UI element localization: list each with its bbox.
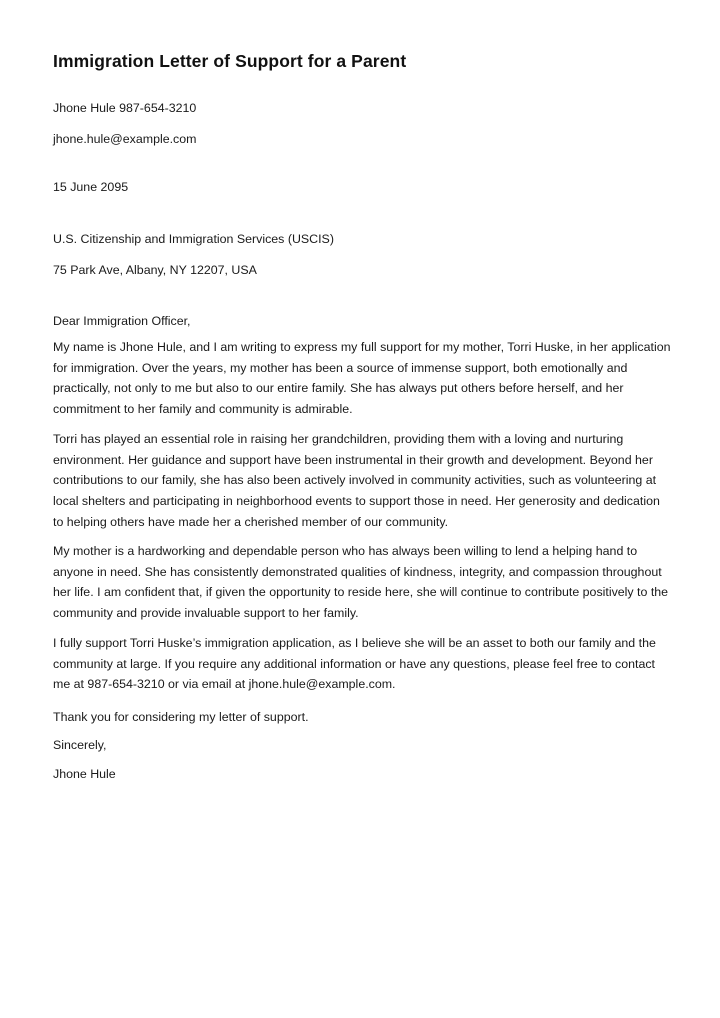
body-paragraph-2: Torri has played an essential role in raising her grandchildren, providing them with a loving and nurturing environment. Her guidance and support have been instrumental in their growth and development. Beyond her contributions to our family, she has also been actively involved in community activities, such as volunteering at local shelters and participating in neighborhood events to support those in need. Her generosity and dedication to helping others have made her a cherished member of our community.: [53, 432, 660, 529]
thank-you-line: Thank you for considering my letter of support.: [53, 710, 309, 724]
body-paragraph-1: My name is Jhone Hule, and I am writing to express my full support for my mother, Torri Huske, in her application for immigration. Over the years, my mother has been a source of immense support, both emotionally and practically, not only to me but also to our entire family. She has always put others before herself, and her commitment to her family and community is admirable.: [53, 340, 671, 417]
letter-date: 15 June 2095: [53, 180, 129, 194]
signature-name: Jhone Hule: [53, 767, 116, 781]
salutation: Dear Immigration Officer,: [53, 314, 191, 328]
recipient-address: 75 Park Ave, Albany, NY 12207, USA: [53, 263, 257, 277]
sender-email: jhone.hule@example.com: [53, 132, 197, 146]
body-paragraph-3: My mother is a hardworking and dependable person who has always been willing to lend a helping hand to anyone in need. She has consistently demonstrated qualities of kindness, integrity, and compassion throughout her life. I am confident that, if given the opportunity to reside here, she will continue to contribute positively to the community and provide invaluable support to her family.: [53, 544, 669, 621]
sender-name-phone: Jhone Hule 987-654-3210: [53, 101, 197, 115]
body-paragraph-4: I fully support Torri Huske’s immigration application, as I believe she will be an asset to both our family and the community at large. If you require any additional information or have any questions, please feel free to contact me at 987-654-3210 or via email at jhone.hule@example.com.: [53, 636, 656, 692]
closing: Sincerely,: [53, 738, 107, 752]
recipient-organization: U.S. Citizenship and Immigration Services (USCIS): [53, 232, 334, 246]
letter-title: Immigration Letter of Support for a Parent: [53, 51, 407, 71]
